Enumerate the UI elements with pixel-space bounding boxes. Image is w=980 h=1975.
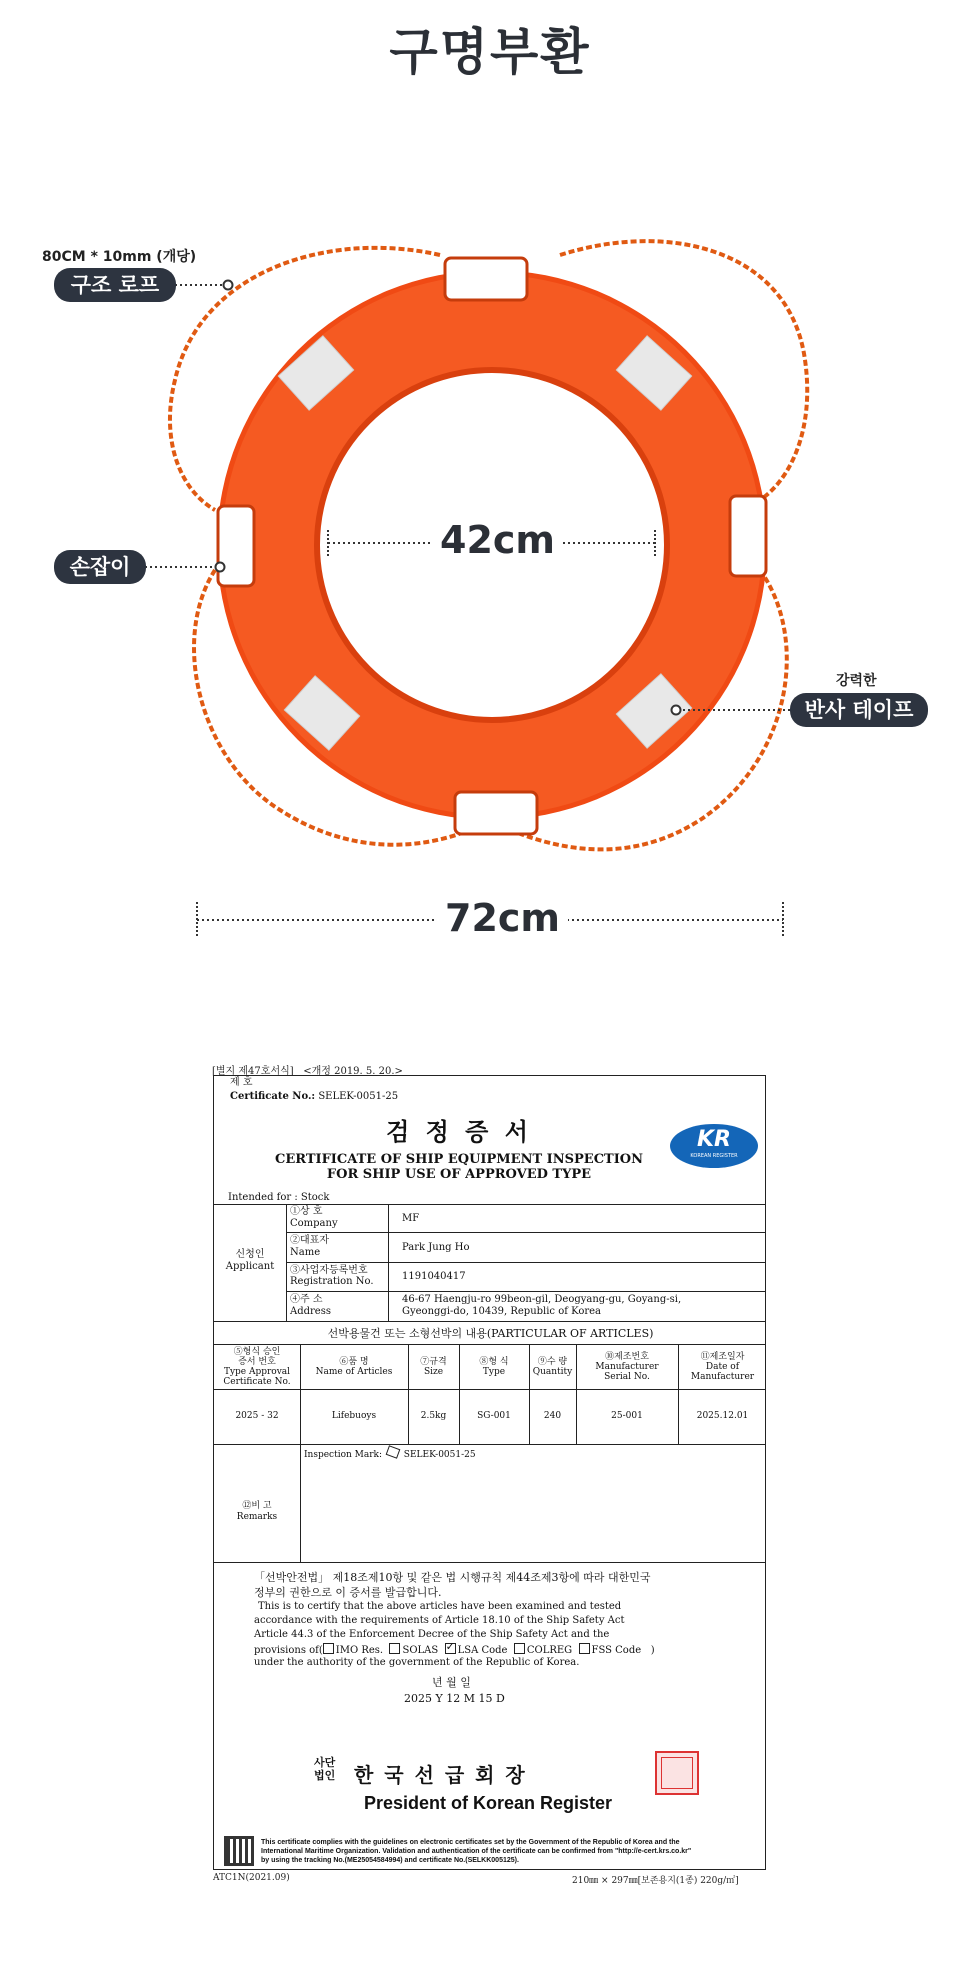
applicant-en: Applicant: [225, 1261, 275, 1272]
lifebuoy-illustration: [0, 0, 980, 960]
row-name: Lifebuoys: [331, 1411, 377, 1421]
address-value-2: Gyeonggi-do, 10439, Republic of Korea: [402, 1306, 601, 1317]
form-ref: [별지 제47호서식]: [212, 1066, 294, 1077]
row-serial: 25-001: [611, 1411, 643, 1421]
company-label-en: Company: [290, 1218, 338, 1229]
particulars-header: 선박용물건 또는 소형선박의 내용(PARTICULAR OF ARTICLES): [327, 1327, 654, 1340]
col-type-l1: ⑧형 식: [479, 1357, 509, 1367]
col-date-l1: ⑪제조일자: [700, 1352, 745, 1362]
footer-line-1: This certificate complies with the guidelines on electronic certificates set by the Government of the Republic of Korea and the: [261, 1839, 680, 1846]
col-date: [678, 1352, 767, 1382]
col-quantity-l1: ⑨수 량: [537, 1357, 568, 1367]
page-title: 구명부환: [389, 23, 591, 81]
org-prefix: 사단 법인: [314, 1756, 336, 1782]
col-approval-l2: 증서 번호: [238, 1357, 276, 1367]
col-size: [408, 1357, 459, 1377]
name-label-en: Name: [290, 1247, 321, 1258]
provision-fss: FSS Code: [591, 1645, 642, 1656]
col-serial-l2: Manufacturer: [595, 1362, 659, 1372]
reg-label-en: Registration No.: [290, 1276, 374, 1287]
col-name: [300, 1357, 408, 1377]
provisions-suffix: ): [650, 1645, 655, 1656]
provision-solas: SOLAS: [402, 1645, 439, 1656]
col-type: [459, 1357, 529, 1377]
cert-no-label: Certificate No.:: [230, 1091, 316, 1102]
footer-line-3: by using the tracking No.(ME25054584994) and certificate No.(SELKK005125).: [261, 1857, 519, 1864]
statement-en-4: under the authority of the government of the Republic of Korea.: [254, 1657, 580, 1668]
rope-label: 구조 로프: [54, 268, 176, 302]
footer-line-2: International Maritime Organization. Validation and authentication of the certificate can be confirmed from "http://e-cert.krs.co.kr": [261, 1848, 692, 1855]
statement-en-2: accordance with the requirements of Article 18.10 of the Ship Safety Act: [254, 1615, 625, 1626]
inspection-mark: [304, 1447, 476, 1460]
address-value-1: 46-67 Haengju-ro 99beon-gil, Deogyang-gu, Goyang-si,: [402, 1294, 682, 1305]
provisions-line: [254, 1643, 655, 1656]
col-quantity-l2: Quantity: [532, 1367, 573, 1377]
col-approval-l4: Certificate No.: [223, 1377, 291, 1387]
cert-no: [230, 1091, 398, 1102]
tape-label: 반사 테이프: [790, 693, 928, 727]
row-date: 2025.12.01: [696, 1411, 749, 1421]
form-code: ATC1N(2021.09): [213, 1873, 290, 1883]
name-value: Park Jung Ho: [402, 1242, 470, 1253]
name-label-kr: ②대표자: [290, 1235, 329, 1246]
company-label-kr: ①상 호: [290, 1206, 323, 1217]
checkbox-fss: [579, 1643, 590, 1654]
cert-no-value: SELEK-0051-25: [318, 1091, 399, 1102]
col-size-l2: Size: [423, 1367, 444, 1377]
col-name-l1: ⑥품 명: [339, 1357, 369, 1367]
cert-title-en-2: FOR SHIP USE OF APPROVED TYPE: [326, 1167, 592, 1182]
remarks-en: Remarks: [236, 1512, 278, 1522]
org-kr: 한 국 선 급 회 장: [354, 1763, 527, 1787]
org-en: President of Korean Register: [364, 1793, 613, 1813]
col-approval: [214, 1347, 300, 1387]
col-date-l2: Date of: [705, 1362, 740, 1372]
row-type: SG-001: [477, 1411, 511, 1421]
inspection-mark-value: SELEK-0051-25: [403, 1450, 476, 1460]
row-quantity: 240: [543, 1411, 562, 1421]
col-name-l2: Name of Articles: [315, 1367, 393, 1377]
official-seal: [655, 1751, 699, 1795]
form-revision: <개정 2019. 5. 20.>: [303, 1066, 403, 1077]
paper-size: 210㎜ × 297㎜[보존용지(1종) 220g/㎡]: [572, 1876, 739, 1886]
provision-imo: IMO Res.: [335, 1645, 384, 1656]
address-label-en: Address: [290, 1306, 331, 1317]
inspection-mark-label: Inspection Mark:: [304, 1450, 383, 1460]
col-quantity: [529, 1357, 576, 1377]
kr-logo-sub: KOREAN REGISTER: [690, 1153, 738, 1159]
col-serial: [576, 1352, 678, 1382]
checkbox-colreg: [514, 1643, 525, 1654]
kr-mark-icon: [386, 1445, 401, 1459]
statement-en-3: Article 44.3 of the Enforcement Decree of the Ship Safety Act and the: [254, 1629, 610, 1640]
statement-kr-2: 정부의 권한으로 이 증서를 발급합니다.: [254, 1586, 442, 1599]
checkbox-imo: [323, 1643, 334, 1654]
reg-label-kr: ③사업자등록번호: [290, 1265, 368, 1276]
footer-text: [261, 1838, 691, 1865]
reg-value: 1191040417: [402, 1271, 466, 1282]
col-approval-l3: Type Approval: [223, 1367, 291, 1377]
applicant-kr: 신청인: [235, 1249, 265, 1260]
statement-en-1: This is to certify that the above articles have been examined and tested: [258, 1601, 622, 1612]
remarks-kr: ⑫비 고: [242, 1501, 272, 1511]
statement-kr-1: 「선박안전법」 제18조제10항 및 같은 법 시행규칙 제44조제3항에 따라 대한민국: [254, 1571, 651, 1584]
cert-title-kr: 검 정 증 서: [386, 1117, 532, 1146]
col-type-l2: Type: [482, 1367, 506, 1377]
provision-colreg: COLREG: [526, 1645, 573, 1656]
checkbox-solas: [389, 1643, 400, 1654]
outer-diameter: 72cm: [437, 896, 568, 940]
intended-for: Intended for : Stock: [228, 1192, 330, 1203]
row-size: 2.5kg: [420, 1411, 447, 1421]
company-value: MF: [402, 1213, 420, 1224]
qr-code: [224, 1836, 254, 1866]
certificate: [213, 1075, 766, 1870]
provisions-prefix: provisions of(: [254, 1645, 323, 1656]
kr-logo: [670, 1124, 758, 1168]
checkbox-lsa: [445, 1643, 456, 1654]
col-approval-l1: ⑤형식 승인: [233, 1347, 281, 1357]
cert-title-en-1: CERTIFICATE OF SHIP EQUIPMENT INSPECTION: [274, 1152, 643, 1167]
col-date-l3: Manufacturer: [690, 1372, 755, 1382]
date-value: 2025 Y 12 M 15 D: [404, 1692, 505, 1705]
address-label-kr: ④주 소: [290, 1294, 323, 1305]
row-approval: 2025 - 32: [235, 1411, 279, 1421]
inner-diameter: 42cm: [432, 518, 563, 562]
tape-note: 강력한: [836, 673, 877, 689]
rope-spec: 80CM * 10mm (개당): [42, 249, 197, 265]
date-kr: 년 월 일: [432, 1676, 471, 1689]
handle-label: 손잡이: [54, 550, 146, 584]
provision-lsa: LSA Code: [457, 1645, 508, 1656]
cert-no-label-kr: 제 호: [230, 1077, 253, 1088]
col-serial-l3: Serial No.: [604, 1372, 650, 1382]
col-serial-l1: ⑩제조번호: [605, 1352, 649, 1362]
col-size-l1: ⑦규격: [420, 1357, 447, 1367]
kr-logo-text: KR: [697, 1127, 731, 1152]
